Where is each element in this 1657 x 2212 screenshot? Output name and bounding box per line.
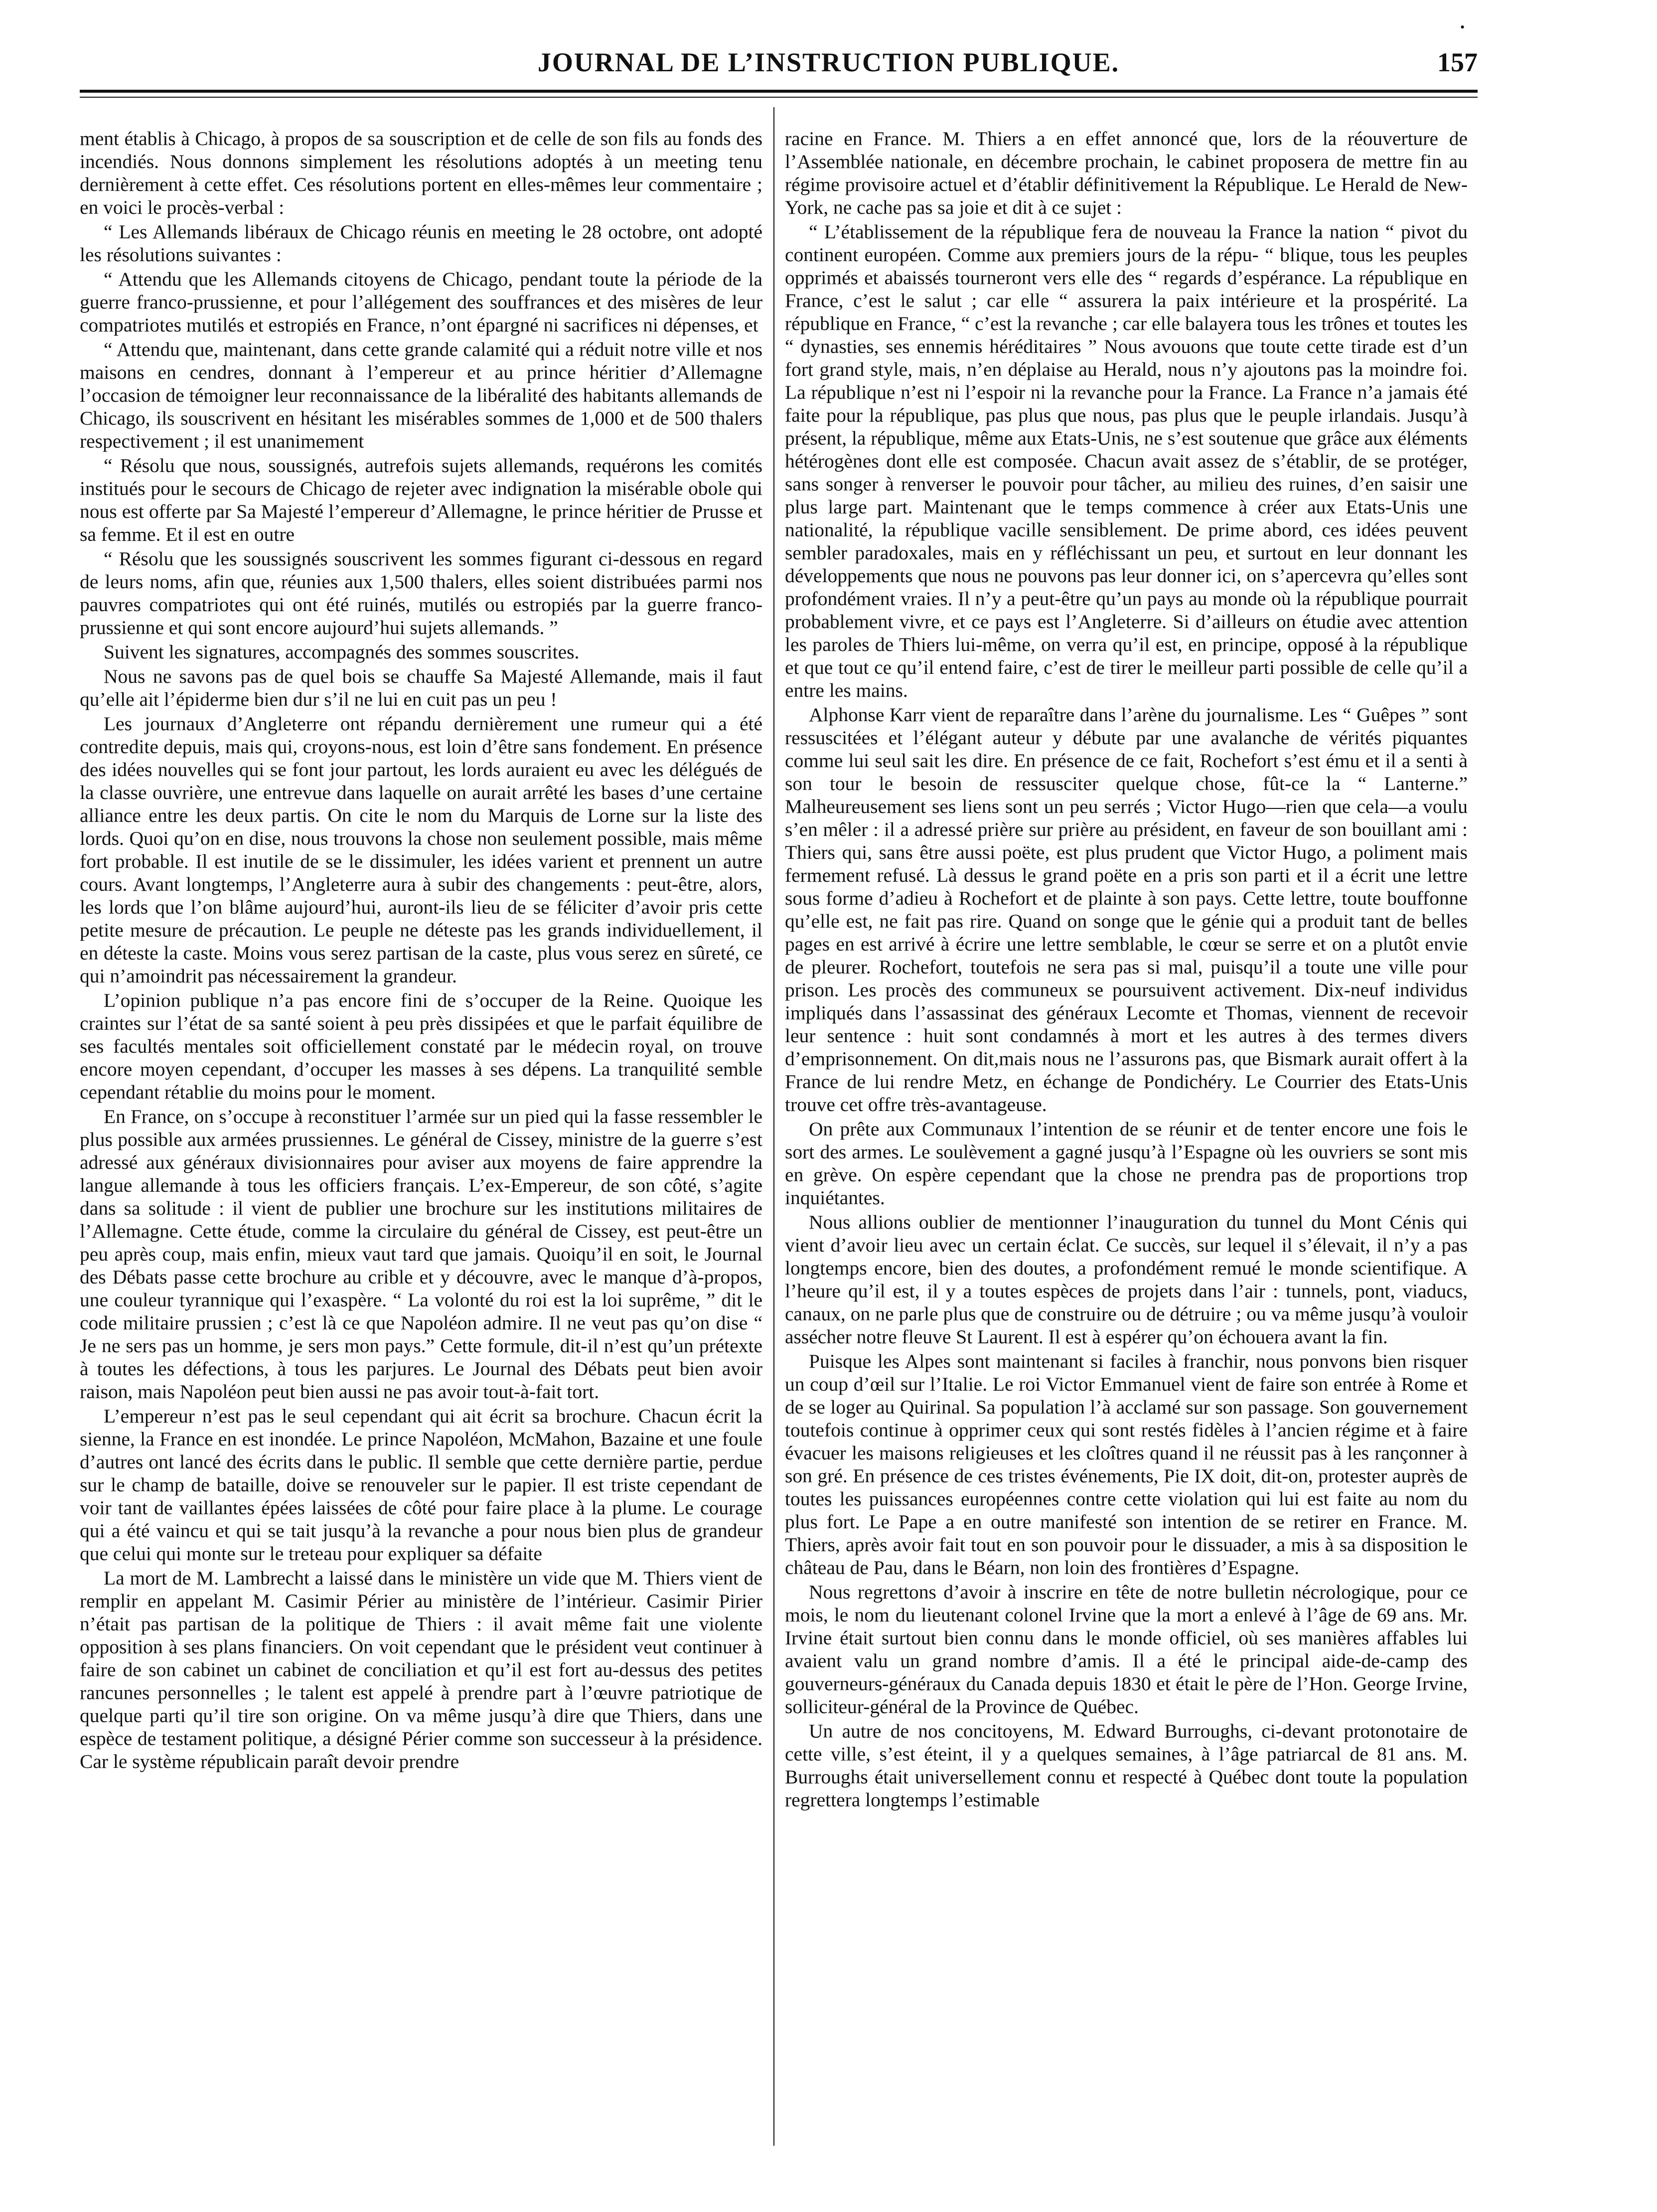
paragraph: Nous ne savons pas de quel bois se chauffe Sa Majesté Allemande, mais il faut qu’elle ait l’épiderme bien dur s’il ne lui en cuit pas un peu ! <box>80 665 762 710</box>
paragraph: Suivent les signatures, accompagnés des sommes souscrites. <box>104 641 580 663</box>
paragraph: “ Les Allemands libéraux de Chicago réunis en meeting le 28 octobre, ont adopté les résolutions suivantes : <box>80 221 762 266</box>
ink-mark: • <box>1460 20 1465 34</box>
column-divider <box>773 107 774 2146</box>
paragraph: Nous regrettons d’avoir à inscrire en tête de notre bulletin nécrologique, pour ce mois, le nom du lieutenant colonel Irvine que la mort a enlevé à l’âge de 69 ans. Mr. Irvine était surtout bien connu dans le monde officiel, où ses manières affables lui avaient valu un grand nombre d’amis. Il a été le principal aide-de-camp des gouverneurs-généraux du Canada depuis 1830 et était le père de l’Hon. George Irvine, solliciteur-général de la Province de Québec. <box>785 1581 1468 1718</box>
paragraph: En France, on s’occupe à reconstituer l’armée sur un pied qui la fasse ressembler le plus possible aux armées prussiennes. Le général de Cissey, ministre de la guerre s’est adressé aux généraux divisionnaires pour aviser aux moyens de faire apprendre la langue allemande à tous les officiers français. L’ex-Empereur, de son côté, s’agite dans sa solitude : il vient de publier une brochure sur les institutions militaires de l’Allemagne. Cette étude, comme la circulaire du général de Cissey, est peut-être un peu après coup, mais enfin, mieux vaut tard que jamais. Quoiqu’il en soit, le Journal des Débats passe cette brochure au crible et y découvre, avec le manque d’à-propos, une couleur tyrannique qui l’exaspère. “ La volonté du roi est la loi suprême, ” dit le code militaire prussien ; c’est là ce que Napoléon admire. Il ne veut pas qu’on dise “ Je ne sers pas un homme, je sers mon pays.” Cette formule, dit-il n’est qu’un prétexte à toutes les défections, à tous les parjures. Le Journal des Débats peut bien avoir raison, mais Napoléon peut bien aussi ne pas avoir tout-à-fait tort. <box>80 1106 762 1403</box>
paragraph: “ Attendu que, maintenant, dans cette grande calamité qui a réduit notre ville et nos maisons en cendres, donnant à l’empereur et au prince héritier d’Allemagne l’occasion de témoigner leur reconnaissance de la libéralité des habitants allemands de Chicago, ils souscrivent en hésitant les misérables sommes de 1,000 et de 500 thalers respectivement ; il est unanimement <box>80 338 762 452</box>
paragraph: La mort de M. Lambrecht a laissé dans le ministère un vide que M. Thiers vient de remplir en appelant M. Casimir Périer au ministère de l’intérieur. Casimir Pirier n’était pas partisan de la politique de Thiers : il avait même fait une violente opposition à ses plans financiers. On voit cependant que le président veut continuer à faire de son cabinet un cabinet de conciliation et qu’il est fort au-dessus des petites rancunes personnelles ; le talent est appelé à prendre part à l’œuvre patriotique de quelque parti qu’il tire son origine. On va même jusqu’à dire que Thiers, dans une espèce de testament politique, a désigné Périer comme son successeur à la présidence. Car le système républicain paraît devoir prendre <box>80 1567 762 1772</box>
paragraph: “ Résolu que les soussignés souscrivent les sommes figurant ci-dessous en regard de leurs noms, afin que, réunies aux 1,500 thalers, elles soient distribuées parmi nos pauvres compatriotes qui ont été ruinés, mutilés ou estropiés par la guerre franco-prussienne et qui sont encore aujourd’hui sujets allemands. ” <box>80 548 762 638</box>
paragraph: L’empereur n’est pas le seul cependant qui ait écrit sa brochure. Chacun écrit la sienne, la France en est inondée. Le prince Napoléon, McMahon, Bazaine et une foule d’autres ont lancé des écrits dans le public. Il semble que cette dernière partie, perdue sur le champ de bataille, doive se renouveler sur le papier. Il est triste cependant de voir tant de vaillantes épées laissées de côté pour faire place à la plume. Le courage qui a été vaincu et qui se tait jusqu’à la revanche a pour nous bien plus de grandeur que celui qui monte sur le treteau pour expliquer sa défaite <box>80 1405 762 1565</box>
left-column <box>80 127 762 1774</box>
right-column <box>785 127 1468 1813</box>
paragraph: L’opinion publique n’a pas encore fini de s’occuper de la Reine. Quoique les craintes sur l’état de sa santé soient à peu près dissipées et que le parfait équilibre de ses facultés mentales soit officiellement constaté par le médecin royal, on trouve encore moyen cependant, d’occuper les masses à ses dépens. La tranquilité semble cependant rétablie du moins pour le moment. <box>80 989 762 1103</box>
page-number: 157 <box>1437 47 1478 77</box>
paragraph: Un autre de nos concitoyens, M. Edward Burroughs, ci-devant protonotaire de cette ville, s’est éteint, il y a quelques semaines, à l’âge patriarcal de 81 ans. M. Burroughs était universellement connu et respecté à Québec dont toute la population regrettera longtemps l’estimable <box>785 1720 1468 1811</box>
paragraph: Nous allions oublier de mentionner l’inauguration du tunnel du Mont Cénis qui vient d’avoir lieu avec un certain éclat. Ce succès, sur lequel il s’élevait, il n’y a pas longtemps encore, bien des doutes, a profondément remué le monde scientifique. A l’heure qu’il est, il y a toutes espèces de projets dans l’air : tunnels, pont, viaducs, canaux, on ne parle plus que de construire ou de détruire ; ou va même jusqu’à vouloir assécher notre fleuve St Laurent. Il est à espérer qu’on échouera avant la fin. <box>785 1211 1468 1348</box>
paragraph: ment établis à Chicago, à propos de sa souscription et de celle de son fils au fonds des incendiés. Nous donnons simplement les résolutions adoptés à un meeting tenu dernièrement à cette effet. Ces résolutions portent en elles-mêmes leur commentaire ; en voici le procès-verbal : <box>80 128 762 218</box>
paragraph: Alphonse Karr vient de reparaître dans l’arène du journalisme. Les “ Guêpes ” sont ressuscitées et l’élégant auteur y débute par une avalanche de vérités piquantes comme lui seul sait les dire. En présence de ce fait, Rochefort s’est ému et il a senti à son tour le besoin de ressusciter quelque chose, fût-ce la “ Lanterne.” Malheureusement ses liens sont un peu serrés ; Victor Hugo—rien que cela—a voulu s’en mêler : il a adressé prière sur prière au président, en faveur de son bouillant ami : Thiers qui, sans être aussi poëte, est plus prudent que Victor Hugo, a poliment mais fermement refusé. Là dessus le grand poëte en a pris son parti et il a écrit une lettre sous forme d’adieu à Rochefort et de plainte à son pays. Cette lettre, toute bouffonne qu’elle est, ne fait pas rire. Quand on songe que le génie qui a produit tant de belles pages en est arrivé à écrire une lettre semblable, le cœur se serre et on a plutôt envie de pleurer. Rochefort, toutefois ne sera pas si mal, puisqu’il a toute une ville pour prison. Les procès des communeux se poursuivent activement. Dix-neuf individus impliqués dans l’assassinat des généraux Lecomte et Thomas, viennent de recevoir leur sentence : huit sont condamnés à mort et les autres à des termes divers d’emprisonnement. On dit,mais nous ne l’assurons pas, que Bismark aurait offert à la France de lui rendre Metz, en échange de Pondichéry. Le Courrier des Etats-Unis trouve cet offre très-avantageuse. <box>785 704 1468 1115</box>
header-rule-thin <box>80 97 1478 98</box>
paragraph: “ Attendu que les Allemands citoyens de Chicago, pendant toute la période de la guerre franco-prussienne, et pour l’allégement des souffrances et des misères de leur compatriotes mutilés et estropiés en France, n’ont épargné ni sacrifices ni dépenses, et <box>80 268 762 336</box>
header-rule-thick <box>80 90 1478 93</box>
paragraph: On prête aux Communaux l’intention de se réunir et de tenter encore une fois le sort des armes. Le soulèvement a gagné jusqu’à l’Espagne où les ouvriers se sont mis en grève. On espère cependant que la chose ne prendra pas de proportions trop inquiétantes. <box>785 1118 1468 1209</box>
paragraph: racine en France. M. Thiers a en effet annoncé que, lors de la réouverture de l’Assemblée nationale, en décembre prochain, le cabinet proposera de mettre fin au régime provisoire actuel et d’établir définitivement la République. Le Herald de New-York, ne cache pas sa joie et dit à ce sujet : <box>785 128 1468 218</box>
paragraph: “ Résolu que nous, soussignés, autrefois sujets allemands, requérons les comités institués pour le secours de Chicago de rejeter avec indignation la misérable obole qui nous est offerte par Sa Majesté l’empereur d’Allemagne, le prince héritier de Prusse et sa femme. Et il est en outre <box>80 455 762 545</box>
paragraph: Les journaux d’Angleterre ont répandu dernièrement une rumeur qui a été contredite depuis, mais qui, croyons-nous, est loin d’être sans fondement. En présence des idées nouvelles qui se font jour partout, les lords auraient eu avec les délégués de la classe ouvrière, une entrevue dans laquelle on aurait arrêté les bases d’une certaine alliance entre les deux partis. On cite le nom du Marquis de Lorne sur la liste des lords. Quoi qu’on en dise, nous trouvons la chose non seulement possible, mais même fort probable. Il est inutile de se le dissimuler, les idées varient et prennent un autre cours. Avant longtemps, l’Angleterre aura à subir des changements : peut-être, alors, les lords que l’on blâme aujourd’hui, auront-ils lieu de se féliciter d’avoir pris cette petite mesure de précaution. Le peuple ne déteste pas les grands individuellement, il en déteste la caste. Moins vous serez partisan de la caste, plus vous serez en sûreté, ce qui n’amoindrit pas nécessairement la grandeur. <box>80 713 762 987</box>
paragraph: “ L’établissement de la république fera de nouveau la France la nation “ pivot du continent européen. Comme aux premiers jours de la répu- “ blique, tous les peuples opprimés et abaissés tourneront vers elle des “ regards d’espérance. La république en France, c’est le salut ; car elle “ assurera la paix intérieure et la prospérité. La république en France, “ c’est la revanche ; car elle balayera tous les trônes et toutes les “ dynasties, ses ennemis héréditaires ” Nous avouons que toute cette tirade est d’un fort grand style, mais, n’en déplaise au Herald, nous n’y ajoutons pas la moindre foi. La république n’est ni l’espoir ni la revanche pour la France. La France n’a jamais été faite pour la république, pas plus que nous, pas plus que le peuple irlandais. Jusqu’à présent, la république, même aux Etats-Unis, ne s’est soutenue que grâce aux éléments hétérogènes dont elle est composée. Chacun avait assez de s’établir, de se protéger, sans songer à renverser le pouvoir pour tâcher, au milieu des ruines, d’en saisir une plus large part. Maintenant que le temps commence à créer aux Etats-Unis une nationalité, la république vacille sensiblement. De prime abord, ces idées peuvent sembler paradoxales, mais en y réfléchissant un peu, et surtout en leur donnant les développements que nous ne pouvons pas leur donner ici, on s’apercevra qu’elles sont profondément vraies. Il n’y a peut-être qu’un pays au monde où la république pourrait probablement vivre, et ce pays est l’Angleterre. Si d’ailleurs on étudie avec attention les paroles de Thiers lui-même, on verra qu’il est, en principe, opposé à la république et que tout ce qu’il entend faire, c’est de tirer le meilleur parti possible de celle qu’il a entre les mains. <box>785 221 1468 701</box>
paragraph: Puisque les Alpes sont maintenant si faciles à franchir, nous ponvons bien risquer un coup d’œil sur l’Italie. Le roi Victor Emmanuel vient de faire son entrée à Rome et de se loger au Quirinal. Sa population l’à acclamé sur son passage. Son gouvernement toutefois continue à opprimer ceux qui sont restés fidèles à l’ancien régime et à faire évacuer les maisons religieuses et les cloîtres quand il ne réussit pas à les rançonner à son gré. En présence de ces tristes événements, Pie IX doit, dit-on, protester auprès de toutes les puissances européennes contre cette violation qui lui est faite au nom du plus fort. Le Pape a en outre manifesté son intention de se retirer en France. M. Thiers, après avoir fait tout en son pouvoir pour le dissuader, a mis à sa disposition le château de Pau, dans le Béarn, non loin des frontières d’Espagne. <box>785 1350 1468 1579</box>
journal-title: JOURNAL DE L’INSTRUCTION PUBLIQUE. <box>537 47 1120 77</box>
